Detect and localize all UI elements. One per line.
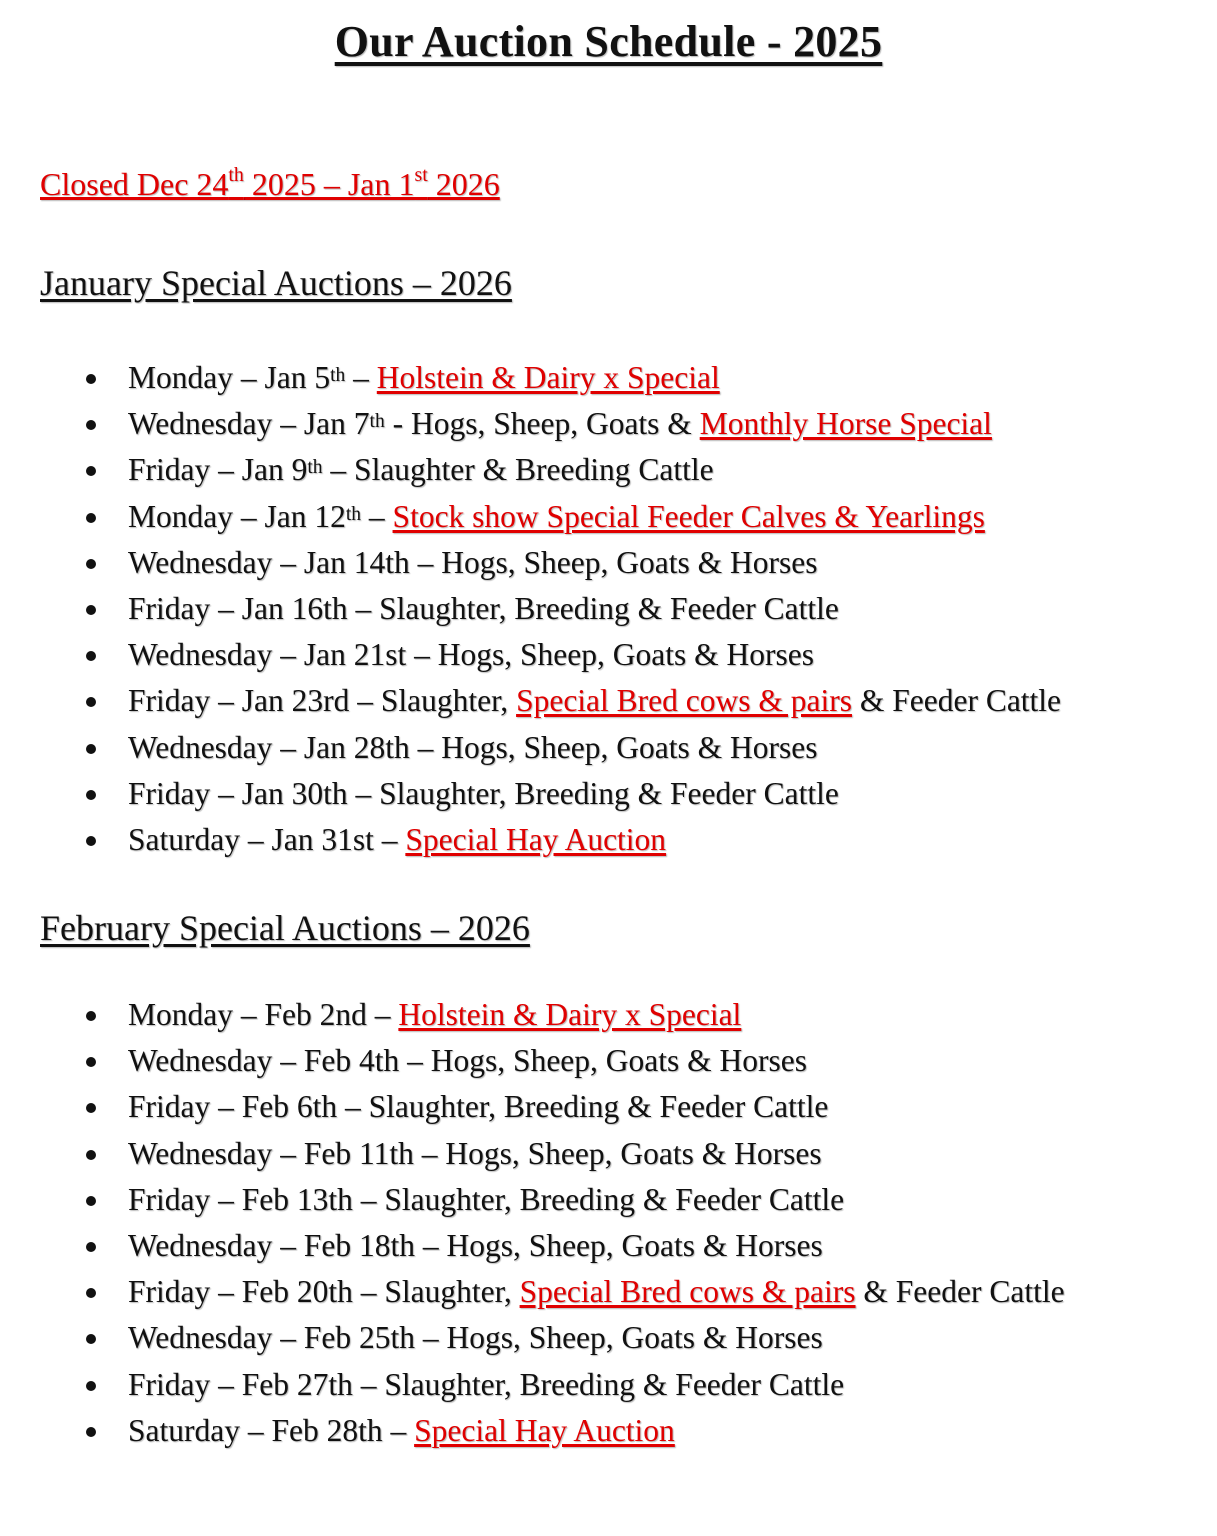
list-item — [0, 1223, 1065, 1269]
list-item — [0, 1408, 1065, 1454]
list-item — [0, 632, 1061, 678]
item-text: Friday – Jan 16th – Slaughter, Breeding & Feeder Cattle — [128, 590, 839, 626]
item-text: – — [361, 498, 393, 534]
list-item — [0, 1131, 1065, 1177]
list-item — [0, 1038, 1065, 1084]
list-item — [0, 401, 1061, 447]
special-auction-link[interactable]: Monthly Horse Special — [699, 406, 992, 442]
item-text: Wednesday – Feb 25th – Hogs, Sheep, Goats & Horses — [128, 1320, 823, 1356]
special-auction-link[interactable]: Special Bred cows & pairs — [516, 683, 852, 719]
list-item — [0, 1084, 1065, 1130]
page-title: Our Auction Schedule - 2025 — [334, 17, 883, 66]
closed-notice-sup2: st — [414, 164, 428, 187]
list-item — [0, 678, 1061, 724]
list-item — [0, 1362, 1065, 1408]
list-item — [0, 1315, 1065, 1361]
list-item — [0, 771, 1061, 817]
special-auction-link[interactable]: Stock show Special Feeder Calves & Yearlings — [392, 498, 985, 534]
item-text: Saturday – Jan 31st – — [128, 821, 406, 857]
list-item — [0, 586, 1061, 632]
item-text: Friday – Feb 27th – Slaughter, Breeding & Feeder Cattle — [128, 1366, 845, 1402]
item-text: - Hogs, Sheep, Goats & — [384, 406, 700, 442]
item-text: Monday – Jan 12 — [128, 498, 346, 534]
february-heading: February Special Auctions – 2026 — [40, 908, 530, 948]
item-sup: th — [369, 411, 385, 433]
closed-notice-part2: 2025 – Jan 1 — [243, 166, 415, 202]
closed-notice — [40, 166, 500, 203]
list-item — [0, 725, 1061, 771]
item-text: Wednesday – Jan 14th – Hogs, Sheep, Goats & Horses — [128, 544, 818, 580]
item-sup: th — [307, 457, 323, 479]
item-text: & Feeder Cattle — [855, 1274, 1065, 1310]
january-heading: January Special Auctions – 2026 — [40, 263, 512, 303]
item-sup: th — [330, 365, 346, 387]
item-sup: th — [345, 503, 362, 525]
special-auction-link[interactable]: Holstein & Dairy x Special — [376, 360, 720, 395]
list-item — [0, 494, 1061, 540]
item-text: & Feeder Cattle — [851, 683, 1062, 719]
item-text: – Slaughter & Breeding Cattle — [322, 452, 714, 488]
closed-notice-sup1: th — [228, 164, 244, 187]
list-item — [0, 540, 1061, 586]
closed-notice-part1: Closed Dec 24 — [40, 166, 229, 202]
special-auction-link[interactable]: Special Hay Auction — [414, 1412, 675, 1448]
item-text: Monday – Jan 5 — [128, 360, 331, 395]
item-text: Wednesday – Jan 7 — [128, 406, 370, 442]
february-schedule-list — [0, 992, 1065, 1454]
closed-notice-part3: 2026 — [427, 166, 500, 202]
item-text: Friday – Jan 9 — [128, 452, 308, 488]
item-text: Saturday – Feb 28th – — [128, 1412, 415, 1448]
item-text: Friday – Feb 6th – Slaughter, Breeding & Feeder Cattle — [128, 1089, 829, 1125]
item-text: Wednesday – Feb 11th – Hogs, Sheep, Goats & Horses — [128, 1135, 822, 1171]
list-item — [0, 992, 1065, 1038]
special-auction-link[interactable]: Special Hay Auction — [405, 821, 667, 857]
list-item — [0, 1177, 1065, 1223]
item-text: Wednesday – Feb 4th – Hogs, Sheep, Goats & Horses — [128, 1043, 808, 1079]
item-text: Wednesday – Jan 21st – Hogs, Sheep, Goats & Horses — [128, 637, 815, 673]
list-item — [0, 447, 1061, 493]
list-item — [0, 355, 1061, 401]
item-text: Friday – Jan 30th – Slaughter, Breeding & Feeder Cattle — [128, 775, 839, 811]
item-text: – — [345, 360, 377, 395]
item-text: Friday – Feb 20th – Slaughter, — [128, 1274, 520, 1310]
list-item — [0, 1269, 1065, 1315]
special-auction-link[interactable]: Holstein & Dairy x Special — [398, 997, 742, 1032]
item-text: Monday – Feb 2nd – — [128, 997, 399, 1032]
item-text: Friday – Feb 13th – Slaughter, Breeding & Feeder Cattle — [128, 1181, 845, 1217]
list-item — [0, 817, 1061, 863]
item-text: Friday – Jan 23rd – Slaughter, — [128, 683, 517, 719]
item-text: Wednesday – Feb 18th – Hogs, Sheep, Goats & Horses — [128, 1227, 823, 1263]
special-auction-link[interactable]: Special Bred cows & pairs — [519, 1274, 856, 1310]
january-schedule-list — [0, 355, 1061, 863]
item-text: Wednesday – Jan 28th – Hogs, Sheep, Goats & Horses — [128, 729, 818, 765]
